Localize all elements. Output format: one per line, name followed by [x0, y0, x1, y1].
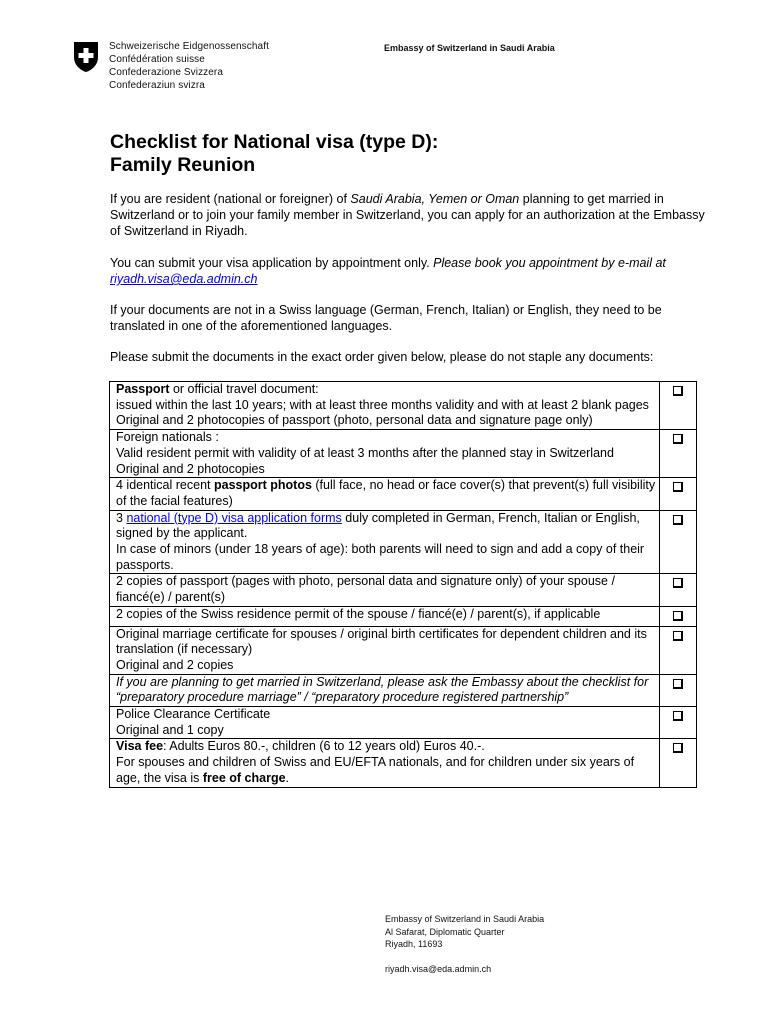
checklist-text — [110, 478, 660, 510]
checklist-row-residence-permit — [110, 606, 697, 626]
checkbox-cell — [660, 606, 697, 626]
checklist-text: 2 copies of passport (pages with photo, personal data and signature only) of your spouse / fiancé(e) / parent(s) — [110, 574, 660, 606]
checkbox-icon[interactable] — [673, 711, 683, 721]
row-text: If you are planning to get married in Switzerland, please ask the Embassy about the checklist for “preparatory procedure marriage” / “preparatory procedure registered partnership” — [116, 674, 649, 705]
org-line-it: Confederazione Svizzera — [109, 67, 224, 78]
title-line-1: Checklist for National visa (type D): — [110, 131, 439, 153]
row-text: duly completed in German, French, Italian or English, signed by the applicant. — [116, 510, 640, 541]
free-of-charge-label: free of charge — [202, 770, 286, 785]
checklist-text — [110, 674, 660, 706]
intro-paragraph-order: Please submit the documents in the exact order given below, please do not staple any documents: — [110, 350, 654, 364]
checklist-row-certificates — [110, 626, 697, 674]
row-text: Original and 1 copy — [116, 722, 224, 737]
checkbox-cell — [660, 739, 697, 787]
footer-address — [385, 913, 544, 975]
intro-text: planning to get married in Switzerland or to join your family member in Switzerland, you can apply for an authorization at the Embassy of Switzerland in Riyadh. — [110, 192, 705, 238]
row-text: Valid resident permit with validity of at least 3 months after the planned stay in Switzerland — [116, 445, 614, 460]
checklist-row-passport — [110, 382, 697, 430]
footer-city: Riyadh, 11693 — [385, 939, 443, 949]
document-checklist — [109, 381, 697, 788]
row-text: For spouses and children of Swiss and EU/EFTA nationals, and for children under six years of age, the visa is — [116, 755, 635, 785]
application-forms-link[interactable]: national (type D) visa application forms — [126, 510, 342, 525]
checkbox-icon[interactable] — [673, 631, 683, 641]
checkbox-icon[interactable] — [673, 434, 683, 444]
row-text: (full face, no head or face cover(s) that prevent(s) full visibility of the facial features) — [116, 478, 656, 508]
checkbox-cell — [660, 478, 697, 510]
checkbox-icon[interactable] — [673, 679, 683, 689]
row-text: 3 — [116, 510, 127, 525]
checklist-row-spouse-passport — [110, 574, 697, 606]
photos-label: passport photos — [213, 478, 312, 493]
org-line-rm: Confederaziun svizra — [109, 80, 205, 91]
confederation-names — [109, 40, 269, 92]
appointment-text: You can submit your visa application by appointment only. — [110, 256, 434, 270]
checklist-row-marriage-note — [110, 674, 697, 706]
checklist-row-police-clearance — [110, 707, 697, 739]
checklist-text — [110, 626, 660, 674]
passport-label: Passport — [116, 382, 170, 396]
checkbox-icon[interactable] — [673, 482, 683, 492]
footer-street: Al Safarat, Diplomatic Quarter — [385, 926, 505, 937]
org-line-de: Schweizerische Eidgenossenschaft — [109, 41, 269, 52]
intro-paragraph-appointment — [110, 255, 710, 287]
checkbox-icon[interactable] — [673, 743, 683, 753]
checkbox-cell — [660, 382, 697, 430]
intro-paragraph-translation: If your documents are not in a Swiss language (German, French, Italian) or English, they need to be translated in one of the aforementioned languages. — [110, 303, 662, 333]
row-text: or official travel document: — [169, 382, 319, 396]
checklist-text — [110, 707, 660, 739]
checklist-row-photos — [110, 478, 697, 510]
row-text: : Adults Euros 80.-, children (6 to 12 years old) Euros 40.-. — [163, 739, 485, 754]
checklist-row-visa-fee — [110, 739, 697, 787]
federal-logo — [72, 36, 277, 120]
checkbox-cell — [660, 707, 697, 739]
row-text: . — [285, 770, 290, 785]
checkbox-icon[interactable] — [673, 611, 683, 621]
row-text: 4 identical recent — [116, 478, 214, 493]
checkbox-icon[interactable] — [673, 578, 683, 588]
checkbox-cell — [660, 574, 697, 606]
row-text: Police Clearance Certificate — [116, 707, 271, 722]
checklist-row-foreign-nationals — [110, 430, 697, 478]
checkbox-cell — [660, 430, 697, 478]
checklist-text: 2 copies of the Swiss residence permit of the spouse / fiancé(e) / parent(s), if applicable — [110, 606, 660, 626]
footer-email[interactable]: riyadh.visa@eda.admin.ch — [385, 963, 492, 974]
swiss-crest-icon — [72, 41, 100, 73]
checklist-text — [110, 430, 660, 478]
header-embassy-title: Embassy of Switzerland in Saudi Arabia — [384, 43, 555, 53]
visa-fee-label: Visa fee — [116, 739, 164, 754]
checklist-row-application-forms — [110, 510, 697, 574]
visa-email-link[interactable]: riyadh.visa@eda.admin.ch — [110, 272, 258, 286]
checkbox-icon[interactable] — [673, 386, 683, 396]
page-title — [110, 131, 438, 177]
checklist-text — [110, 739, 660, 787]
row-text: Original and 2 photocopies — [116, 461, 265, 476]
checkbox-cell — [660, 510, 697, 574]
intro-text: If you are resident (national or foreigner) of — [110, 192, 351, 206]
row-text: Original and 2 photocopies of passport (photo, personal data and signature page only) — [116, 413, 593, 428]
checkbox-cell — [660, 626, 697, 674]
title-line-2: Family Reunion — [110, 154, 256, 176]
row-text: issued within the last 10 years; with at least three months validity and with at least 2 blank pages — [116, 397, 649, 412]
appointment-note: Please book you appointment by e-mail at — [433, 256, 666, 270]
org-line-fr: Confédération suisse — [109, 54, 205, 65]
checkbox-icon[interactable] — [673, 515, 683, 525]
checklist-text — [110, 510, 660, 574]
row-text: In case of minors (under 18 years of age): both parents will need to sign and add a copy of their passports. — [116, 542, 645, 572]
intro-paragraph-residence — [110, 191, 710, 239]
row-text: Foreign nationals : — [116, 430, 219, 445]
row-text: Original and 2 copies — [116, 657, 234, 672]
checkbox-cell — [660, 674, 697, 706]
country-list: Saudi Arabia, Yemen or Oman — [350, 192, 520, 206]
footer-embassy-name: Embassy of Switzerland in Saudi Arabia — [385, 914, 545, 924]
row-text: Original marriage certificate for spouses / original birth certificates for dependent children and its translation (if necessary) — [116, 626, 647, 657]
checklist-text — [110, 382, 660, 430]
